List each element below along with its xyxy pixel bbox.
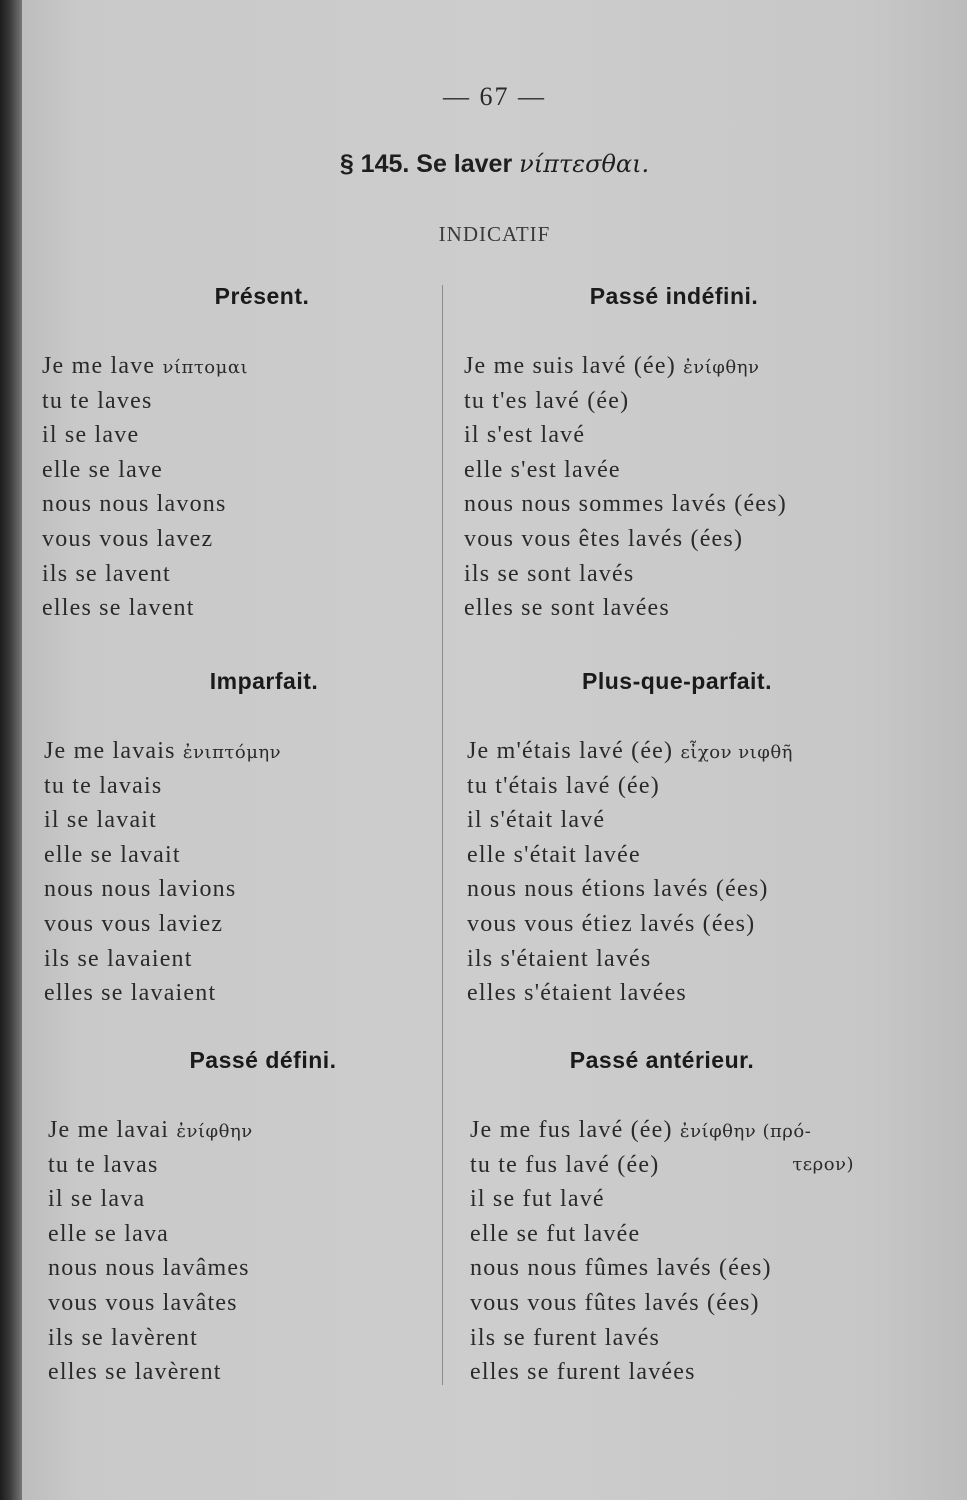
french-text: il s'est lavé <box>464 422 586 449</box>
french-text: Je m'étais lavé (ée) <box>467 738 681 764</box>
conjugation-line <box>48 1113 448 1148</box>
page-title <box>22 150 967 179</box>
french-text: elle s'est lavée <box>464 456 621 483</box>
french-text: ils se furent lavés <box>470 1324 661 1351</box>
french-text: tu t'étais lavé (ée) <box>467 772 660 799</box>
title-greek: νίπτεσθαι. <box>519 150 650 178</box>
conjugation-line <box>467 976 887 1011</box>
french-text: elles se lavent <box>42 595 195 622</box>
french-text: Je me lavai <box>48 1117 177 1143</box>
conjugation-line <box>48 1355 448 1390</box>
french-text: vous vous lavez <box>42 525 214 552</box>
french-text: nous nous sommes lavés (ées) <box>464 491 787 518</box>
conjugation-line <box>470 1355 854 1390</box>
french-text: vous vous lavâtes <box>48 1289 238 1316</box>
conjugation-line <box>48 1182 448 1217</box>
conjugation-line <box>464 418 884 453</box>
conjugation-line <box>464 487 884 522</box>
conjugation-line <box>42 349 442 384</box>
french-text: nous nous lavâmes <box>48 1255 250 1282</box>
french-text: Je me lave <box>42 353 163 379</box>
french-text: nous nous étions lavés (ées) <box>467 876 769 903</box>
french-text: il se fut lavé <box>470 1186 605 1213</box>
french-text: elles s'étaient lavées <box>467 980 687 1007</box>
french-text: nous nous lavons <box>42 491 227 518</box>
conjugation-line <box>470 1182 854 1217</box>
conjugation-line <box>48 1286 448 1321</box>
conjugation-line <box>467 769 887 804</box>
conjugation-line <box>470 1217 854 1252</box>
greek-text: ἐνίφθην <box>176 1121 253 1142</box>
french-text: nous nous fûmes lavés (ées) <box>470 1255 772 1282</box>
french-text: ils se lavèrent <box>48 1324 198 1351</box>
section-imparfait <box>44 664 444 1011</box>
conjugation-list <box>42 349 442 626</box>
conjugation-list <box>48 1113 448 1390</box>
conjugation-line <box>44 838 444 873</box>
conjugation-line <box>48 1217 448 1252</box>
french-text: elle se lave <box>42 456 164 483</box>
conjugation-line <box>44 907 444 942</box>
book-binding <box>0 0 22 1500</box>
french-text: elle se lavait <box>44 841 181 868</box>
french-text: nous nous lavions <box>44 876 237 903</box>
book-page <box>22 0 967 1500</box>
conjugation-line <box>48 1148 448 1183</box>
greek-text: ἐνιπτόμην <box>182 742 282 763</box>
greek-text: τερον) <box>792 1153 854 1175</box>
section-heading: Passé antérieur. <box>569 1047 755 1073</box>
french-text: il se lave <box>42 422 140 449</box>
french-text: Je me fus lavé (ée) <box>470 1117 680 1143</box>
french-text: ils s'étaient lavés <box>467 945 652 972</box>
french-text: Je me lavais <box>44 738 183 764</box>
title-text: § 145. Se laver <box>339 150 520 178</box>
french-text: elles se lavaient <box>44 980 217 1007</box>
conjugation-line <box>467 838 887 873</box>
mood-label: INDICATIF <box>438 222 551 246</box>
french-text: elles se sont lavées <box>464 595 670 622</box>
greek-text: ἐνίφθην <box>683 357 760 378</box>
conjugation-line <box>470 1286 854 1321</box>
conjugation-line <box>467 907 887 942</box>
french-text: tu te fus lavé (ée) <box>470 1151 660 1178</box>
french-text: vous vous étiez lavés (ées) <box>467 910 756 937</box>
french-text: il se lava <box>48 1186 146 1213</box>
greek-text: ἐνίφθην (πρό- <box>679 1121 812 1142</box>
section-passe-indefini <box>464 279 884 626</box>
french-text: ils se lavent <box>42 560 171 587</box>
french-text: tu te lavais <box>44 772 163 799</box>
french-text: vous vous laviez <box>44 910 224 937</box>
conjugation-line <box>470 1251 854 1286</box>
conjugation-line <box>464 453 884 488</box>
conjugation-line <box>44 942 444 977</box>
section-plus-que-parfait <box>467 664 887 1011</box>
section-heading: Passé défini. <box>189 1047 337 1073</box>
conjugation-line <box>48 1251 448 1286</box>
conjugation-line <box>470 1321 854 1356</box>
conjugation-line <box>44 734 444 769</box>
section-passe-anterieur <box>470 1043 854 1390</box>
conjugation-line <box>467 734 887 769</box>
conjugation-line <box>42 487 442 522</box>
section-present <box>42 279 442 626</box>
french-text: tu t'es lavé (ée) <box>464 387 630 414</box>
conjugation-line <box>464 522 884 557</box>
section-heading: Passé indéfini. <box>589 283 759 309</box>
conjugation-line <box>42 453 442 488</box>
conjugation-line <box>42 591 442 626</box>
conjugation-line <box>42 522 442 557</box>
conjugation-line <box>44 803 444 838</box>
conjugation-line <box>464 557 884 592</box>
french-text: il se lavait <box>44 807 158 834</box>
conjugation-line <box>44 976 444 1011</box>
french-text: elle se lava <box>48 1220 170 1247</box>
french-text: elle s'était lavée <box>467 841 641 868</box>
french-text: vous vous êtes lavés (ées) <box>464 525 744 552</box>
page-number: — 67 — <box>443 82 546 111</box>
french-text: tu te laves <box>42 387 153 414</box>
conjugation-line <box>42 557 442 592</box>
conjugation-line <box>470 1113 854 1148</box>
french-text: elle se fut lavée <box>470 1220 641 1247</box>
french-text: ils se lavaient <box>44 945 193 972</box>
conjugation-line <box>464 591 884 626</box>
conjugation-list <box>464 349 884 626</box>
section-heading: Plus-que-parfait. <box>582 668 772 694</box>
conjugation-line <box>467 942 887 977</box>
conjugation-line <box>470 1148 854 1183</box>
french-text: elles se lavèrent <box>48 1359 222 1386</box>
french-text: tu te lavas <box>48 1151 159 1178</box>
section-heading: Présent. <box>214 283 310 309</box>
french-text: vous vous fûtes lavés (ées) <box>470 1289 760 1316</box>
conjugation-line <box>44 872 444 907</box>
conjugation-line <box>48 1321 448 1356</box>
section-passe-defini <box>48 1043 448 1390</box>
french-text: Je me suis lavé (ée) <box>464 353 684 379</box>
conjugation-line <box>44 769 444 804</box>
conjugation-list <box>44 734 444 1011</box>
conjugation-line <box>464 349 884 384</box>
conjugation-line <box>464 384 884 419</box>
greek-text: νίπτομαι <box>162 357 249 378</box>
conjugation-line <box>42 384 442 419</box>
section-heading: Imparfait. <box>209 668 319 694</box>
conjugation-line <box>467 803 887 838</box>
conjugation-line <box>467 872 887 907</box>
french-text: elles se furent lavées <box>470 1359 696 1386</box>
french-text: ils se sont lavés <box>464 560 635 587</box>
conjugation-list <box>467 734 887 1011</box>
conjugation-list <box>470 1113 854 1390</box>
conjugation-line <box>42 418 442 453</box>
greek-text: εἶχον νιφθῆ <box>680 742 793 763</box>
french-text: il s'était lavé <box>467 807 606 834</box>
